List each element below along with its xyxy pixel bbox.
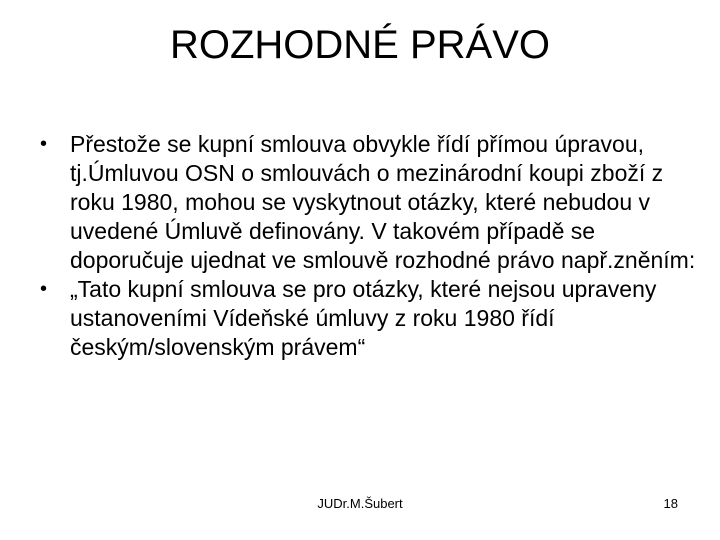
bullet-marker: • <box>40 278 48 300</box>
page-number: 18 <box>663 496 678 511</box>
bullet-text: Přestože se kupní smlouva obvykle řídí přímou úpravou, tj.Úmluvou OSN o smlouvách o mezinárodní koupi zboží z roku 1980, mohou se vyskytnout otázky, které nebudou v uvedené Úmluvě definovány. V takovém případě se doporučuje ujednat ve smlouvě rozhodné právo např.zněním: <box>70 131 696 273</box>
bullet-marker: • <box>40 133 48 155</box>
bullet-item <box>40 275 700 362</box>
footer-author: JUDr.M.Šubert <box>317 496 403 511</box>
bullet-text: „Tato kupní smlouva se pro otázky, které nejsou upraveny ustanoveními Vídeňské úmluvy z roku 1980 řídí českým/slovenským právem“ <box>70 276 657 360</box>
bullet-list <box>40 130 700 362</box>
slide-footer <box>0 496 720 516</box>
slide-title: ROZHODNÉ PRÁVO <box>169 23 551 67</box>
bullet-item <box>40 130 700 275</box>
